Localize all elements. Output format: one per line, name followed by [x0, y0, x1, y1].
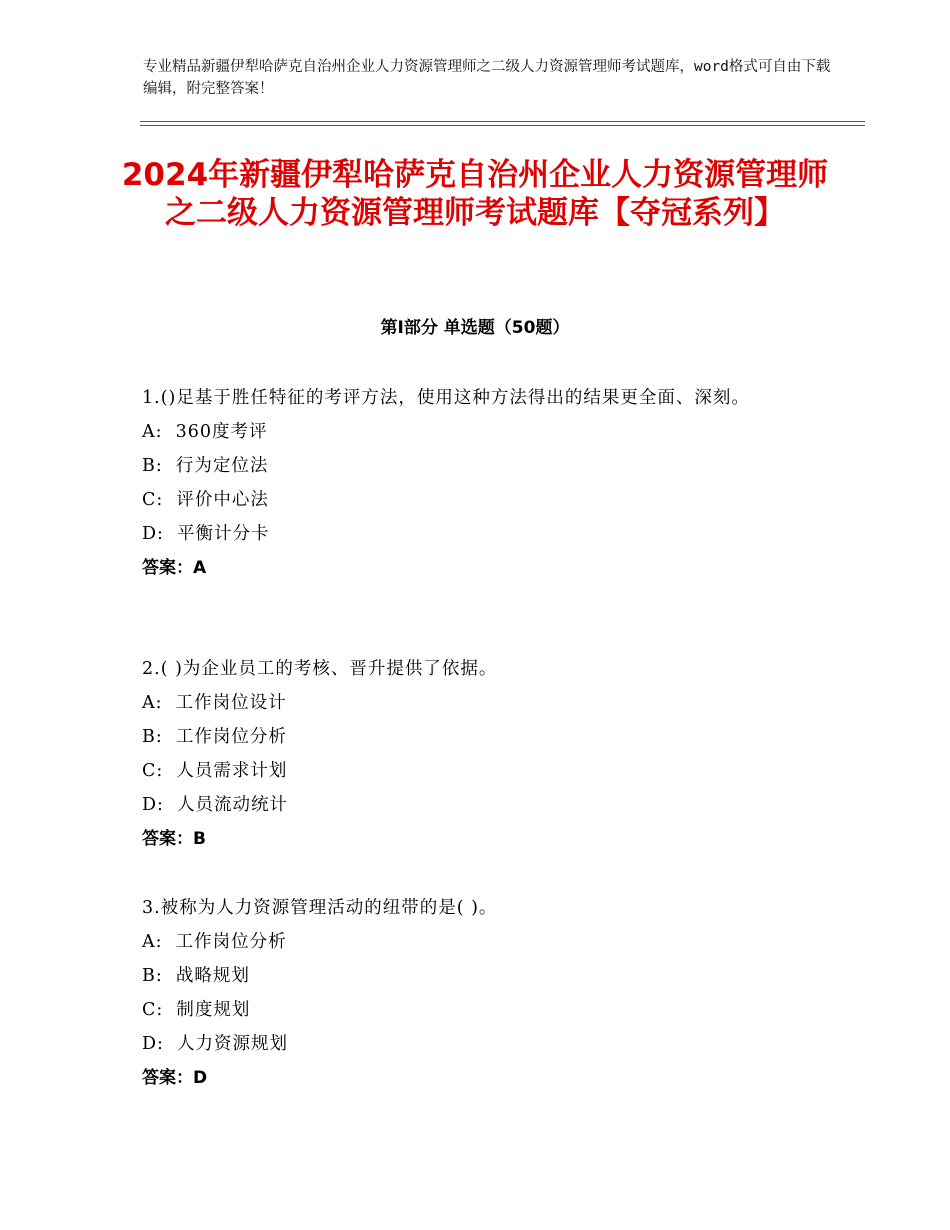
- question-text: 3.被称为人力资源管理活动的纽带的是( )。: [142, 898, 498, 918]
- option-a: A: 工作岗位分析: [142, 932, 287, 952]
- header-divider-top: [140, 121, 865, 122]
- option-a: A: 工作岗位设计: [142, 693, 287, 713]
- option-c: C: 评价中心法: [142, 490, 269, 510]
- option-a: A: 360度考评: [142, 422, 268, 442]
- header-note: 专业精品新疆伊犁哈萨克自治州企业人力资源管理师之二级人力资源管理师考试题库，word格式可自由下载编辑，附完整答案！: [143, 59, 831, 97]
- question-text: 2.( )为企业员工的考核、晋升提供了依据。: [142, 659, 498, 679]
- question-3: [142, 892, 822, 1095]
- header-divider-bottom: [140, 125, 865, 126]
- question-1: [142, 382, 822, 585]
- document-title: 2024年新疆伊犁哈萨克自治州企业人力资源管理师之二级人力资源管理师考试题库【夺冠系列】: [121, 157, 829, 231]
- answer-label: 答案：B: [142, 829, 206, 849]
- option-b: B: 工作岗位分析: [142, 727, 287, 747]
- option-d: D: 人员流动统计: [142, 795, 289, 815]
- option-c: C: 制度规划: [142, 1000, 251, 1020]
- option-d: D: 平衡计分卡: [142, 524, 270, 544]
- answer-label: 答案：A: [142, 558, 207, 578]
- option-c: C: 人员需求计划: [142, 761, 288, 781]
- question-2: [142, 653, 822, 856]
- section-heading: 第Ⅰ部分 单选题（50题）: [380, 318, 570, 338]
- answer-label: 答案：D: [142, 1068, 208, 1088]
- option-b: B: 战略规划: [142, 966, 250, 986]
- question-text: 1.()足基于胜任特征的考评方法，使用这种方法得出的结果更全面、深刻。: [142, 388, 750, 408]
- option-d: D: 人力资源规划: [142, 1034, 289, 1054]
- option-b: B: 行为定位法: [142, 456, 269, 476]
